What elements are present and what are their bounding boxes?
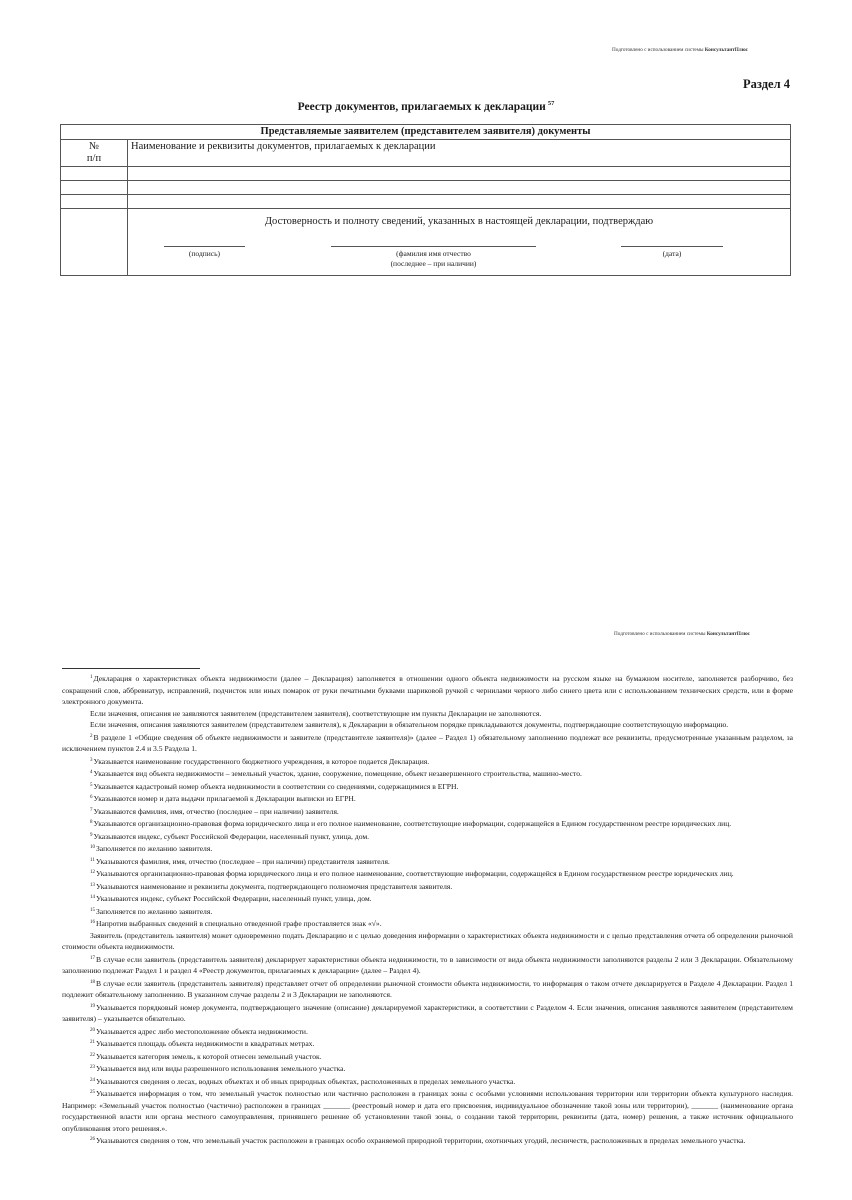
footnote-ref: 14 (90, 895, 95, 900)
footnote-text: Указывается кадастровый номер объекта недвижимости в соответствии со сведениями, содержащимися в ЕГРН. (93, 781, 459, 791)
fio-line[interactable] (331, 246, 536, 247)
footnote (62, 1001, 793, 1025)
footnote (62, 1050, 793, 1063)
row-document-cell[interactable] (128, 195, 790, 208)
column-header-number-abbr: п/п (86, 153, 102, 164)
footnote (62, 930, 793, 953)
footnote (62, 867, 793, 880)
footnote-ref: 16 (90, 920, 95, 925)
footnote (62, 1025, 793, 1038)
footnote-text: В случае если заявитель (представитель заявителя) декларирует характеристики объекта недвижимости, то в зависимости от вида объекта недвижимости заполняются разделы 2 или 3 Декларации. Обязательному заполнению подлежат Раздел 1 и раздел 4 «Реестр документов, прилагаемых к декларации» (далее – Раздел 4). (62, 954, 793, 975)
footnote-ref: 21 (90, 1040, 95, 1045)
confirmation-statement: Достоверность и полноту сведений, указанных в настоящей декларации, подтверждаю (264, 216, 654, 227)
footnote-text: Указывается адрес либо местоположение объекта недвижимости. (96, 1026, 308, 1036)
footnote (62, 880, 793, 893)
footnote (62, 1134, 793, 1147)
column-header-number-symbol: № (88, 141, 100, 152)
footnote-ref: 2 (90, 733, 93, 739)
footnote-text: Указываются индекс, субъект Российской Федерации, населенный пункт, улица, дом. (96, 894, 372, 903)
table-main-header: Представляемые заявителем (представителем заявителя) документы (61, 125, 790, 140)
footnote-text: Указывается наименование государственного бюджетного учреждения, в которое подается Декларация. (93, 756, 430, 766)
date-caption: (дата) (662, 249, 682, 258)
footnote-ref: 18 (90, 979, 95, 985)
footnote-text: Указывается порядковый номер документа, подтверждающего значение (описание) декларируемой характеристики, в соответствии с Разделом 4. Если значения, описания заявляются заявителем (представителем заявителя) – указывается обязательно. (62, 1002, 793, 1023)
watermark-prefix: Подготовлено с использованием системы (612, 47, 705, 53)
footnote-text: Заполняется по желанию заявителя. (96, 906, 213, 916)
footnote-ref: 19 (90, 1003, 95, 1009)
footnote-ref: 26 (90, 1137, 95, 1142)
footnote-text: Указывается информация о том, что земельный участок полностью или частично расположен в границах зоны с особыми условиями использования территории или территории объекта культурного наследия. Например: «Земельный участок полностью (частично) расположен в границах _______ (реестровый номер и дата его присвоения, индивидуальное обозначение такой зоны или территории), _______ (наименование органа государственной власти или органа местного самоуправления, принявшего решение об установлении такой зоны, о создании такой территории, реквизиты (дата, номер) решения, а также источник официального опубликования этого решения.». (62, 1089, 793, 1133)
footnote-text: Указываются индекс, субъект Российской Федерации, населенный пункт, улица, дом. (93, 831, 370, 841)
footnote-text: Указывается вид или виды разрешенного использования земельного участка. (96, 1064, 346, 1073)
footnote (62, 977, 793, 1001)
footnote-separator (62, 668, 200, 669)
footnote (62, 805, 793, 818)
table-row (61, 181, 790, 195)
footnote-text: Указываются фамилия, имя, отчество (последнее – при наличии) представителя заявителя. (95, 856, 390, 866)
footnote (62, 855, 793, 868)
footnote-ref: 1 (90, 675, 93, 680)
footnote-text: Если значения, описания не заявляются заявителем (представителем заявителя), соответствующие им пункты Декларации не заполняются. (90, 708, 542, 718)
footnote-text: Указываются организационно-правовая форма юридического лица и его полное наименование, соответствующие информации, содержащейся в Едином государственном реестре юридических лиц. (96, 869, 734, 878)
consultant-watermark-bottom (614, 631, 750, 637)
footnote (62, 1087, 793, 1134)
footnote (62, 892, 793, 905)
footnote-text: Указываются наименование и реквизиты документа, подтверждающего полномочия представителя заявителя. (96, 881, 453, 891)
row-document-cell[interactable] (128, 167, 790, 180)
footnote-text: Указываются организационно-правовая форма юридического лица и его полное наименование, соответствующие информации, содержащейся в Едином государственном реестре юридических лиц. (93, 819, 732, 828)
footnote-text: Указывается площадь объекта недвижимости в квадратных метрах. (96, 1039, 315, 1048)
footnote-text: Указываются номер и дата выдачи прилагаемой к Декларации выписки из ЕГРН. (93, 794, 356, 803)
consultant-watermark-top (612, 47, 748, 53)
footnote-ref: 4 (90, 770, 93, 775)
footnote (62, 1075, 793, 1088)
title-footnote-ref: 57 (547, 100, 555, 107)
footnote (62, 780, 793, 793)
document-title-text: Реестр документов, прилагаемых к декларации (297, 101, 546, 113)
footnote-ref: 13 (90, 882, 95, 888)
footnote-ref: 22 (90, 1052, 95, 1058)
watermark-brand: КонсультантПлюс (704, 47, 748, 53)
footnote-ref: 15 (90, 907, 95, 913)
table-row (61, 195, 790, 209)
footnote-ref: 17 (90, 955, 95, 961)
footnote (62, 792, 793, 805)
footnote-text: Указывается вид объекта недвижимости – земельный участок, здание, сооружение, помещение, объект незавершенного строительства, машино-место. (93, 769, 582, 778)
footnote (62, 1037, 793, 1050)
signature-caption: (подпись) (188, 249, 221, 258)
footnote-text: Указывается категория земель, к которой отнесен земельный участок. (96, 1051, 322, 1061)
footnote-ref: 20 (90, 1027, 95, 1033)
footnote-ref: 7 (90, 807, 93, 813)
footnote-ref: 10 (90, 845, 95, 850)
section-label: Раздел 4 (743, 77, 790, 91)
footnote-text: В разделе 1 «Общие сведения об объекте недвижимости и заявителе (представителе заявителя)» (далее – Раздел 1) обязательному заполнению подлежат все реквизиты, предусмотренные указанным разделом, за исключением пунктов 2.4 и 3.5 Раздела 1. (62, 732, 793, 753)
footnote-ref: 12 (90, 870, 95, 875)
footnote (62, 672, 793, 708)
footnote-text: Указываются сведения о лесах, водных объектах и об иных природных объектах, расположенных в пределах земельного участка. (96, 1076, 516, 1086)
footnote-ref: 11 (90, 857, 95, 863)
footnote-ref: 24 (90, 1077, 95, 1083)
footnote-ref: 6 (90, 795, 93, 800)
footnote-text: В случае если заявитель (представитель заявителя) представляет отчет об определении рыночной стоимости объекта недвижимости, то информация о таком отчете декларируется в Разделе 4 Декларации. Раздел 1 подлежит обязательному заполнению. В указанном случае разделы 2 и 3 Декларации не заполняются. (62, 978, 793, 999)
footnote-ref: 25 (90, 1090, 95, 1095)
document-title (0, 100, 852, 113)
footnote-text: Напротив выбранных сведений в специально отведенной графе проставляется знак «√». (96, 919, 382, 928)
watermark-prefix: Подготовлено с использованием системы (614, 631, 707, 637)
footnote (62, 708, 793, 720)
fio-caption (331, 249, 536, 269)
row-number-cell[interactable] (61, 195, 127, 208)
watermark-brand: КонсультантПлюс (706, 631, 750, 637)
footnote (62, 755, 793, 768)
row-document-cell[interactable] (128, 181, 790, 194)
footnote (62, 905, 793, 918)
footnote-text: Заполняется по желанию заявителя. (96, 844, 213, 853)
footnote (62, 830, 793, 843)
footnote (62, 767, 793, 780)
footnote-text: Декларация о характеристиках объекта недвижимости (далее – Декларация) заполняется в отношении одного объекта недвижимости на русском языке на бумажном носителе, заполняется разборчиво, без сокращений слов, аббревиатур, исправлений, подчисток или иных помарок от руки печатными буквами шариковой ручкой с чернилами черного либо синего цвета или с использованием технических средств, или в форме электронного документа. (62, 674, 793, 706)
date-line[interactable] (621, 246, 723, 247)
column-header-document-name: Наименование и реквизиты документов, прилагаемых к декларации (131, 141, 436, 152)
footnote (62, 1062, 793, 1075)
row-number-cell[interactable] (61, 181, 127, 194)
footnote (62, 817, 793, 830)
footnote-ref: 5 (90, 782, 93, 788)
documents-registry-table (60, 124, 791, 276)
footnote-ref: 8 (90, 820, 93, 825)
footnote-ref: 23 (90, 1065, 95, 1070)
table-column-headers (61, 140, 790, 167)
footnote (62, 842, 793, 855)
footnotes-list (62, 672, 793, 1147)
footnote-text: Если значения, описания заявляются заявителем (представителем заявителя), к Декларации в обязательном порядке прикладываются документы, подтверждающие соответствующую информацию. (90, 720, 729, 729)
footnote (62, 719, 793, 731)
footnote-ref: 9 (90, 832, 93, 838)
footnote (62, 731, 793, 755)
footnote (62, 917, 793, 930)
table-row (61, 167, 790, 181)
footnote-text: Указываются фамилия, имя, отчество (последнее – при наличии) заявителя. (93, 806, 339, 816)
fio-caption-line1: (фамилия имя отчество (396, 249, 471, 258)
row-number-cell[interactable] (61, 167, 127, 180)
column-header-number (61, 141, 127, 165)
footnote-ref: 3 (90, 757, 93, 763)
footnote (62, 953, 793, 977)
signature-line[interactable] (164, 246, 245, 247)
confirmation-block (128, 209, 790, 275)
fio-caption-line2: (последнее – при наличии) (390, 259, 477, 268)
footnote-text: Заявитель (представитель заявителя) может одновременно подать Декларацию и с целью доведения информации о характеристиках объекта недвижимости и с целью представления отчета об определении рыночной стоимости объекта недвижимости. (62, 930, 793, 951)
footnote-text: Указываются сведения о том, что земельный участок расположен в границах особо охраняемой природной территории, охотничьих угодий, лесничеств, расположенных в пределах земельного участка. (96, 1136, 746, 1145)
